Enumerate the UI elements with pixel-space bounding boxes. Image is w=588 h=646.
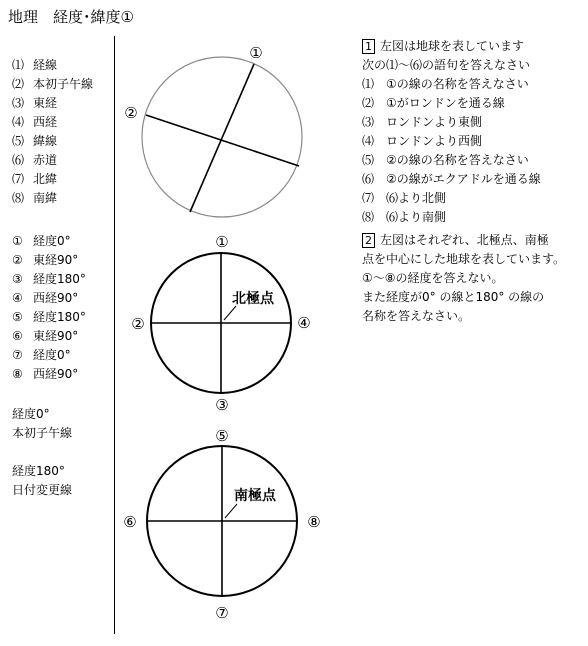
equator-line — [146, 115, 299, 166]
question-line: ①～⑧の経度を答えない。 — [362, 271, 504, 285]
item-text: 東経90° — [33, 329, 79, 343]
question-2-head: 左図はそれぞれ、北極点、南極 — [380, 233, 549, 247]
extra-line: 経度180° — [12, 464, 65, 478]
extra-line: 経度0° — [12, 407, 50, 421]
item-text: 東経90° — [33, 253, 79, 267]
item-text: 経度0° — [33, 234, 71, 248]
item-text: 南緯 — [33, 191, 58, 205]
item-text: 経線 — [33, 58, 58, 72]
label-n1: ① — [215, 233, 229, 251]
question-line: ⑸ ②の線の名称を答えなさい — [362, 153, 529, 167]
item-text: 西経90° — [33, 291, 79, 305]
question-line: ⑹ ②の線がエクアドルを通る線 — [362, 172, 541, 186]
question-1-head: 左図は地球を表しています — [380, 39, 525, 53]
item-text: 西経 — [33, 115, 58, 129]
label-s5: ⑤ — [215, 427, 229, 445]
north-pole-pointer — [224, 306, 236, 320]
label-s8: ⑧ — [307, 513, 321, 531]
label-n2: ② — [131, 315, 145, 333]
item-number: ⑸ — [12, 134, 25, 148]
item-number: ⑷ — [12, 115, 25, 129]
meridian-line — [190, 64, 254, 212]
item-text: 経度180° — [33, 310, 86, 324]
item-number: ③ — [12, 272, 23, 286]
item-text: 赤道 — [33, 153, 58, 167]
question-number-2: 2 — [362, 233, 375, 248]
question-line: 名称を答えなさい。 — [362, 309, 471, 323]
question-line: ⑺ ⑹より北側 — [362, 191, 447, 205]
north-pole-label: 北極点 — [232, 291, 274, 307]
question-line: ⑻ ⑹より南側 — [362, 210, 447, 224]
globe-side-view — [124, 44, 302, 217]
item-text: 経度0° — [33, 348, 71, 362]
item-number: ⑺ — [12, 172, 25, 186]
label-1: ① — [249, 44, 263, 62]
south-pole-label: 南極点 — [234, 488, 276, 504]
page-title: 地理 経度･緯度① — [8, 8, 134, 26]
item-number: ② — [12, 253, 23, 267]
item-number: ⑤ — [12, 310, 23, 324]
item-text: 緯線 — [33, 134, 58, 148]
label-2: ② — [124, 104, 138, 122]
item-number: ⑶ — [12, 96, 25, 110]
extra-line: 本初子午線 — [12, 426, 73, 440]
south-pole-view — [123, 427, 320, 622]
north-pole-view — [131, 233, 310, 414]
question-line: また経度が0° の線と180° の線の — [362, 290, 545, 304]
item-number: ⑹ — [12, 153, 25, 167]
item-number: ④ — [12, 291, 23, 305]
item-text: 北緯 — [33, 172, 58, 186]
label-s6: ⑥ — [123, 513, 137, 531]
question-line: ⑵ ①がロンドンを通る線 — [362, 96, 505, 110]
label-n4: ④ — [297, 314, 311, 332]
item-number: ⑧ — [12, 367, 23, 381]
item-text: 経度180° — [33, 272, 86, 286]
question-line: 次の⑴～⑹の語句を答えなさい — [362, 58, 531, 72]
question-line: ⑴ ①の線の名称を答えなさい — [362, 77, 529, 91]
item-number: ① — [12, 234, 23, 248]
label-n3: ③ — [215, 396, 229, 414]
item-number: ⑻ — [12, 191, 25, 205]
item-text: 東経 — [33, 96, 58, 110]
south-pole-pointer — [225, 504, 237, 518]
question-line: ⑷ ロンドンより西側 — [362, 134, 483, 148]
label-s7: ⑦ — [215, 604, 229, 622]
item-number: ⑵ — [12, 77, 25, 91]
question-line: ⑶ ロンドンより東側 — [362, 115, 483, 129]
question-line: 点を中心にした地球を表しています。 — [362, 252, 566, 266]
item-number: ⑴ — [12, 58, 25, 72]
item-text: 西経90° — [33, 367, 79, 381]
question-number-1: 1 — [362, 39, 375, 54]
extra-line: 日付変更線 — [12, 483, 73, 497]
item-text: 本初子午線 — [33, 77, 94, 91]
item-number: ⑥ — [12, 329, 23, 343]
item-number: ⑦ — [12, 348, 23, 362]
